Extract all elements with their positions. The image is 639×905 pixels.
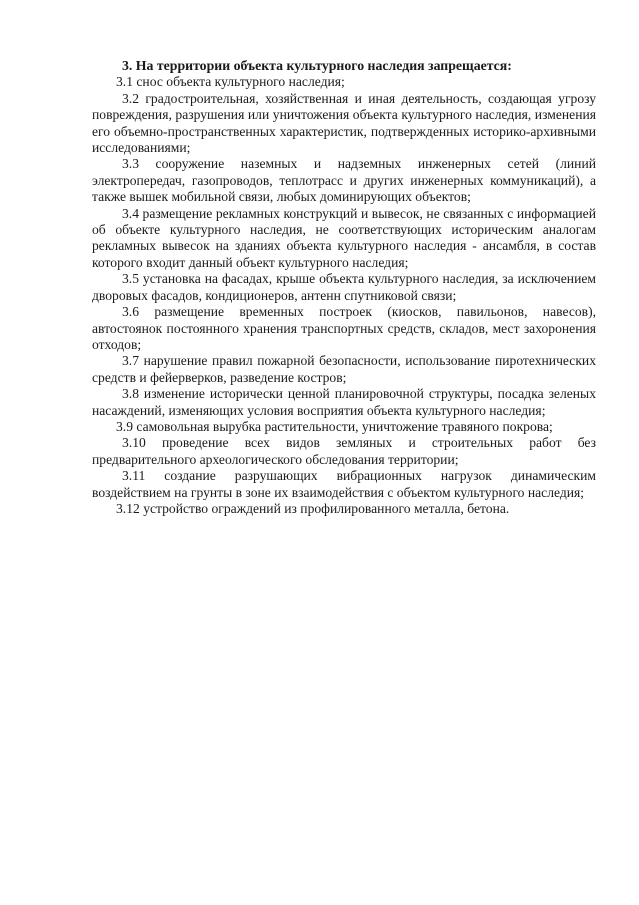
list-item-3-2: 3.2 градостроительная, хозяйственная и иная деятельность, создающая угрозу повреждения, разрушения или уничтожения объекта культурного наследия, изменения его объемно-пространственных характеристик, подтвержденных историко-архивными исследованиями; (92, 90, 596, 156)
list-item-3-4: 3.4 размещение рекламных конструкций и вывесок, не связанных с информацией об объекте культурного наследия, не соответствующих историческим аналогам рекламных вывесок на зданиях объекта культурного наследия - ансамбля, в состав которого входит данный объект культурного наследия; (92, 205, 596, 270)
list-item-3-12: 3.12 устройство ограждений из профилированного металла, бетона. (116, 500, 510, 516)
document-body (92, 58, 596, 517)
list-item-3-7: 3.7 нарушение правил пожарной безопасности, использование пиротехнических средств и фейерверков, разведение костров; (92, 353, 596, 385)
section-heading: 3. На территории объекта культурного наследия запрещается: (122, 58, 512, 73)
list-item-3-9: 3.9 самовольная вырубка растительности, уничтожение травяного покрова; (116, 418, 553, 434)
list-item-3-8: 3.8 изменение исторически ценной планировочной структуры, посадка зеленых насаждений, изменяющих условия восприятия объекта культурного наследия; (92, 386, 596, 418)
list-item-3-5: 3.5 установка на фасадах, крыше объекта культурного наследия, за исключением дворовых фасадов, кондиционеров, антенн спутниковой связи; (92, 271, 596, 303)
list-item-3-10: 3.10 проведение всех видов земляных и строительных работ без предварительного археологического обследования территории; (92, 435, 596, 467)
list-item-3-11: 3.11 создание разрушающих вибрационных нагрузок динамическим воздействием на грунты в зоне их взаимодействия с объектом культурного наследия; (92, 468, 596, 500)
list-item-3-1: 3.1 снос объекта культурного наследия; (116, 74, 345, 90)
list-item-3-6: 3.6 размещение временных построек (киосков, павильонов, навесов), автостоянок постоянного хранения транспортных средств, складов, мест захоронения отходов; (92, 304, 596, 352)
list-item-3-3: 3.3 сооружение наземных и надземных инженерных сетей (линий электропередач, газопроводов, теплотрасс и других инженерных коммуникаций), а также вышек мобильной связи, любых доминирующих объектов; (92, 156, 596, 205)
